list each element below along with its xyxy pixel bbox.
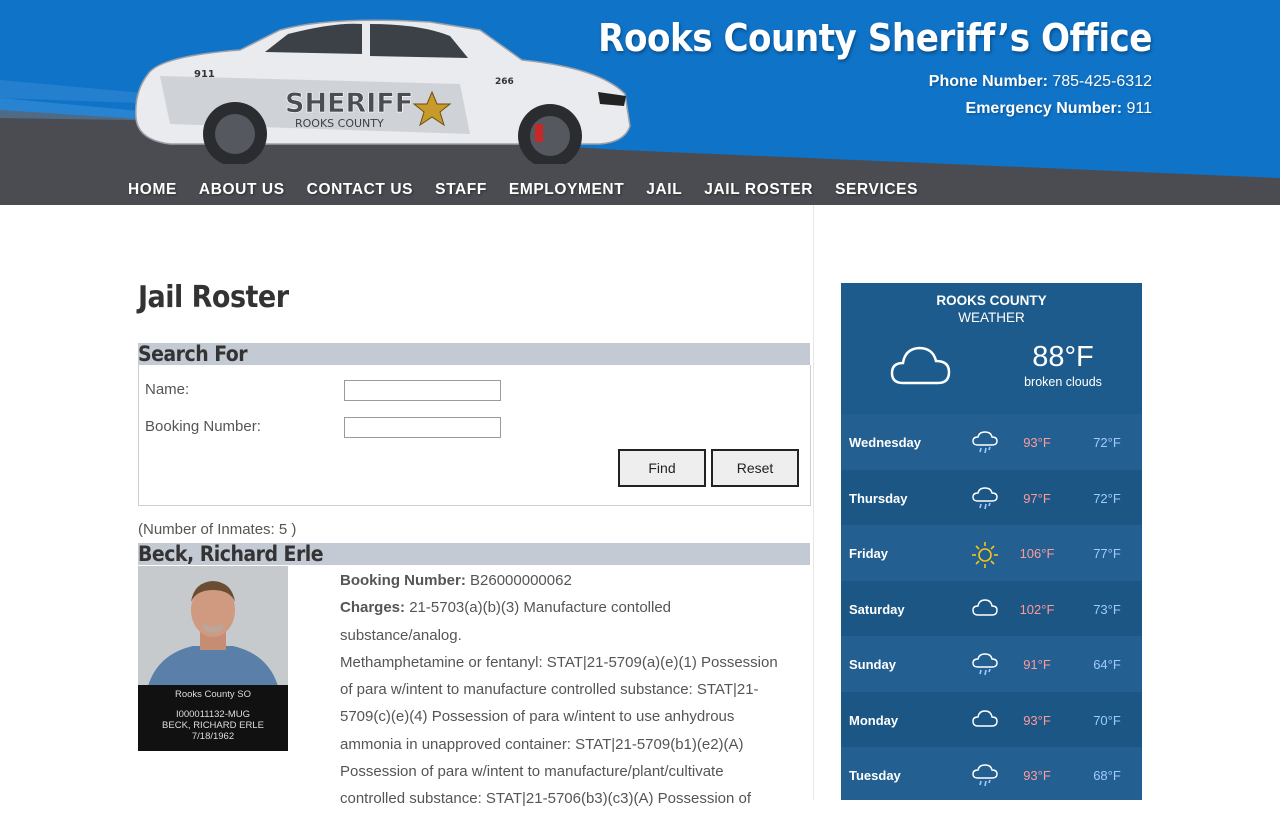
forecast-high: 106°F [1019,546,1055,561]
mugshot-portrait [138,566,288,686]
name-label: Name: [145,381,190,398]
search-heading-bar [138,343,810,365]
site-title: Rooks County Sheriff’s Office [598,16,1152,60]
inmate-heading-bar [138,543,810,565]
find-button[interactable]: Find [618,449,706,487]
emergency-label: Emergency Number: [965,100,1123,117]
mug-name: BECK, RICHARD ERLE [162,720,264,731]
cloud-icon [971,597,999,624]
nav-jail[interactable]: JAIL [646,181,683,198]
car-county-text: ROOKS COUNTY [295,117,384,130]
phone-number [929,73,1152,91]
forecast-row [841,636,1142,692]
current-conditions: broken clouds [1024,375,1102,389]
forecast-row [841,414,1142,470]
reset-button[interactable]: Reset [711,449,799,487]
forecast-high: 93°F [1023,768,1051,783]
rain-icon [971,486,999,517]
charges-label: Charges: [340,599,406,617]
forecast-day: Sunday [849,657,896,672]
car-number-rear: 266 [495,77,514,87]
sheriff-car-image [130,14,640,164]
charges-line: of para w/intent to manufacture controlled substance: STAT|21- [340,681,759,699]
forecast-low: 70°F [1093,712,1121,728]
forecast-low: 73°F [1093,601,1121,617]
booking-number-input[interactable] [344,417,501,438]
forecast-row [841,692,1142,748]
car-sheriff-text: SHERIFF [285,88,414,119]
charges-row [340,594,805,621]
sun-icon [971,541,999,574]
phone-label: Phone Number: [928,73,1048,90]
rain-icon [971,763,999,794]
forecast-row [841,747,1142,800]
charges-line: substance/analog. [340,626,462,644]
forecast-row [841,525,1142,581]
inmate-name[interactable]: Beck, Richard Erle [138,542,324,566]
charges-line: controlled substance: STAT|21-5706(b3)(c3)(A) Possession of [340,790,752,808]
nav-contact-us[interactable]: CONTACT US [306,181,414,198]
nav-about-us[interactable]: ABOUT US [198,181,285,198]
weather-label: WEATHER [958,310,1025,325]
nav-jail-roster[interactable]: JAIL ROSTER [704,181,814,198]
booking-number-row [340,567,805,594]
mug-id: I000011132-MUG [175,709,251,720]
cloud-icon [971,708,999,735]
car-number-front: 911 [194,69,215,80]
name-input[interactable] [344,380,501,401]
main-nav [128,181,940,199]
nav-home[interactable]: HOME [128,181,177,198]
current-temperature: 88°F [1032,341,1094,373]
mugshot-placard [138,685,288,751]
phone-value[interactable]: 785-425-6312 [1052,73,1152,90]
forecast-high: 102°F [1019,601,1055,617]
forecast-low: 72°F [1093,490,1121,506]
forecast-day: Tuesday [849,768,901,783]
nav-employment[interactable]: EMPLOYMENT [508,181,625,198]
forecast-list [841,414,1142,800]
forecast-low: 68°F [1093,768,1121,783]
charges-line: 5709(c)(e)(4) Possession of para w/intent to use anhydrous [340,708,735,726]
search-form [138,365,811,506]
emergency-value: 911 [1126,100,1152,117]
charges-line: Methamphetamine or fentanyl: STAT|21-5709(a)(e)(1) Possession [340,653,778,671]
forecast-low: 72°F [1093,435,1121,450]
forecast-day: Friday [849,546,889,561]
column-divider [813,205,814,800]
page-title: Jail Roster [138,280,289,315]
charges-line: Possession of para w/intent to manufacture/plant/cultivate [340,763,724,781]
forecast-low: 77°F [1093,546,1121,561]
mug-dob: 7/18/1962 [191,731,235,742]
site-header [0,0,1280,205]
forecast-day: Monday [849,712,899,728]
search-heading: Search For [138,342,248,366]
forecast-high: 93°F [1023,712,1051,728]
booking-number-label-detail: Booking Number: [340,572,466,589]
mugshot-photo[interactable] [138,566,288,751]
charges-line: 21-5703(a)(b)(3) Manufacture contolled [409,599,672,617]
forecast-day: Thursday [849,490,908,506]
nav-services[interactable]: SERVICES [835,181,919,198]
emergency-number [966,100,1152,118]
forecast-high: 93°F [1023,435,1051,450]
forecast-row [841,581,1142,637]
inmate-count: (Number of Inmates: 5 ) [138,521,297,538]
booking-number-label: Booking Number: [145,418,261,435]
mug-agency: Rooks County SO [174,689,252,700]
forecast-day: Wednesday [849,435,922,450]
booking-number-value: B26000000062 [470,572,572,589]
forecast-high: 91°F [1023,657,1051,672]
rain-icon [971,430,999,461]
forecast-high: 97°F [1023,490,1051,506]
nav-staff[interactable]: STAFF [435,181,487,198]
cloud-icon [889,341,953,389]
forecast-day: Saturday [849,601,905,617]
rain-icon [971,652,999,683]
weather-widget [841,283,1142,800]
charges-line: ammonia in unapproved container: STAT|21-5709(b1)(e2)(A) [340,735,744,753]
forecast-row [841,470,1142,526]
inmate-details [340,567,805,813]
weather-county: ROOKS COUNTY [936,293,1047,308]
forecast-low: 64°F [1093,657,1121,672]
